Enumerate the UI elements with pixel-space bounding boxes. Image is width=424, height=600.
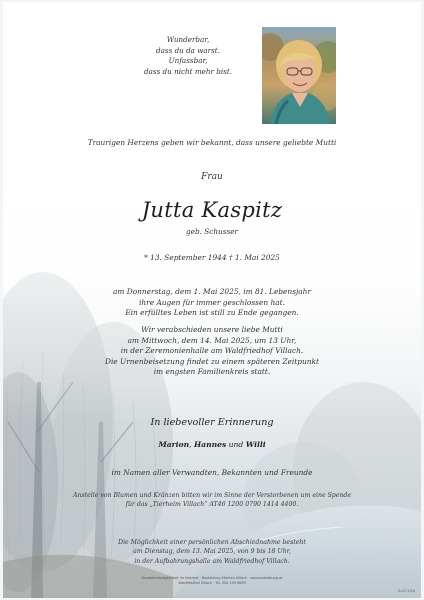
poem-line: Wunderbar,	[166, 35, 210, 44]
parte-page	[3, 2, 421, 598]
farewell-paragraph	[3, 325, 421, 378]
text-line: in der Zeremonienhalle am Waldfriedhof Villach.	[120, 346, 304, 356]
poem-line: Unfassbar,	[168, 56, 208, 66]
conjunction: und	[226, 440, 246, 449]
text-line: Die Urnenbeisetzung findet zu einem späteren Zeitpunkt	[105, 356, 319, 366]
poem	[121, 35, 255, 77]
poem-line: dass du da warst.	[156, 45, 220, 55]
text-line: für das „Tierheim Villach“ AT46 1200 0790 1414 4400.	[125, 501, 299, 509]
poem-line: dass du nicht mehr bist.	[144, 66, 232, 76]
text-line: Die Möglichkeit einer persönlichen Abschiednahme besteht	[118, 539, 306, 546]
text-line: am Dienstag, dem 13. Mai 2025, von 9 bis 18 Uhr,	[133, 548, 291, 556]
funeral-home-footer	[3, 576, 421, 585]
deceased-name: Jutta Kaspitz	[141, 198, 283, 222]
announcement-intro: Traurigen Herzens geben wir bekannt, dass unsere geliebte Mutti	[87, 138, 337, 147]
text-line: am Mittwoch, dem 14. Mai 2025, um 13 Uhr,	[127, 335, 297, 345]
salutation: Frau	[201, 172, 223, 182]
text-line: in der Aufbahrungshalle am Waldfriedhof Villach.	[134, 557, 290, 565]
mourners-names	[3, 440, 421, 449]
donation-note	[3, 491, 421, 510]
footer-line: Waldfriedhof Villach · Tel. 050 199 6699	[178, 580, 246, 585]
portrait-photo	[262, 27, 336, 124]
text-line: Wir verabschieden unsere liebe Mutti	[141, 325, 283, 334]
text-line: Anstelle von Blumen und Kränzen bitten wir im Sinne der Verstorbenen um eine Spende	[72, 492, 352, 499]
text-line: ihre Augen für immer geschlossen hat.	[139, 297, 285, 307]
relatives-line: im Namen aller Verwandten, Bekannten und Freunde	[111, 468, 313, 477]
remembrance-heading: In liebevoller Erinnerung	[150, 417, 274, 428]
text-line: im engsten Familienkreis statt.	[153, 367, 271, 377]
maiden-name: geb. Schusser	[185, 227, 239, 236]
print-code: B-07-5/16	[398, 589, 415, 593]
life-dates: * 13. September 1944 † 1. Mai 2025	[144, 253, 280, 262]
text-line: Ein erfülltes Leben ist still zu Ende gegangen.	[125, 308, 299, 318]
separator: ,	[189, 440, 194, 449]
mourner-name: Marion	[158, 440, 190, 449]
text-line: am Donnerstag, dem 1. Mai 2025, im 81. Lebensjahr	[113, 287, 311, 296]
passing-paragraph	[3, 287, 421, 319]
mourner-name: Willi	[245, 440, 266, 449]
mourner-name: Hannes	[193, 440, 227, 449]
viewing-note	[3, 538, 421, 566]
footer-line: Kondolenzmöglichkeit im Internet · Bestattung Kärnten Villach · www.bestattung.at	[141, 576, 283, 580]
